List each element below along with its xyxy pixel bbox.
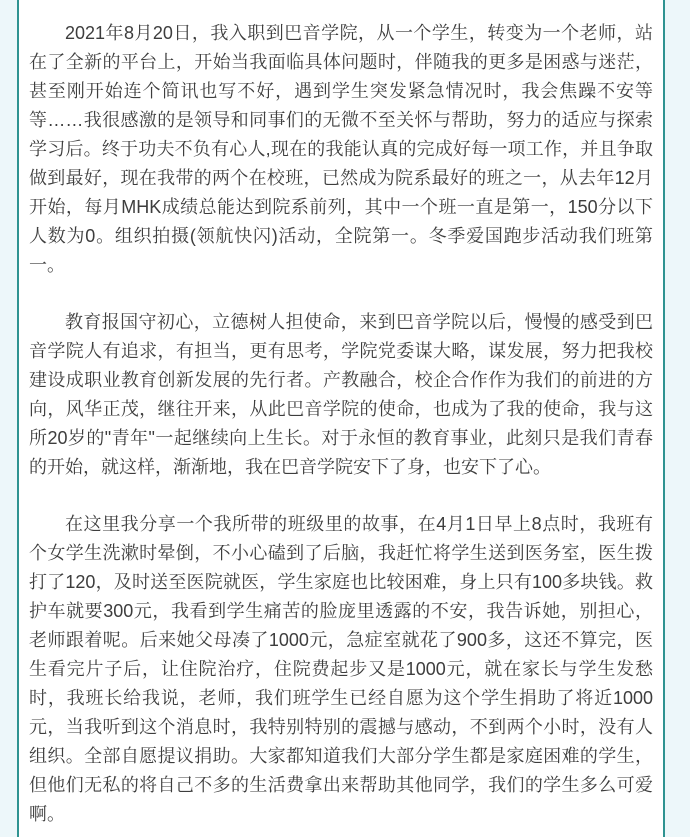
article-paragraph-1: 2021年8月20日，我入职到巴音学院，从一个学生，转变为一个老师，站在了全新的平台上，开始当我面临具体问题时，伴随我的更多是困惑与迷茫，甚至刚开始连个简讯也写不好，遇到学生突发紧急情况时，我会焦躁不安等等……我很感激的是领导和同事们的无微不至关怀与帮助，努力的适应与探索学习后。终于功夫不负有心人,现在的我能认真的完成好每一项工作，并且争取做到最好，现在我带的两个在校班，已然成为院系最好的班之一，从去年12月开始，每月MHK成绩总能达到院系前列，其中一个班一直是第一，150分以下人数为0。组织拍摄(领航快闪)活动，全院第一。冬季爱国跑步活动我们班第一。 — [29, 23, 653, 275]
article-card — [17, 0, 665, 837]
article-paragraph-3: 在这里我分享一个我所带的班级里的故事，在4月1日早上8点时，我班有个女学生洗漱时晕倒，不小心磕到了后脑，我赶忙将学生送到医务室，医生拨打了120，及时送至医院就医，学生家庭也比较困难，身上只有100多块钱。救护车就要300元，我看到学生痛苦的脸庞里透露的不安，我告诉她，别担心，老师跟着呢。后来她父母凑了1000元，急症室就花了900多，这还不算完，医生看完片子后，让住院治疗，住院费起步又是1000元，就在家长与学生发愁时，我班长给我说，老师，我们班学生已经自愿为这个学生捐助了将近1000元，当我听到这个消息时，我特别特别的震撼与感动，不到两个小时，没有人组织。全部自愿提议捐助。大家都知道我们大部分学生都是家庭困难的学生，但他们无私的将自己不多的生活费拿出来帮助其他同学，我们的学生多么可爱啊。 — [29, 514, 653, 824]
article-paragraph-2: 教育报国守初心，立德树人担使命，来到巴音学院以后，慢慢的感受到巴音学院人有追求，有担当，更有思考，学院党委谋大略，谋发展，努力把我校建设成职业教育创新发展的先行者。产教融合，校企合作作为我们的前进的方向，风华正茂，继往开来，从此巴音学院的使命，也成为了我的使命，我与这所20岁的"青年"一起继续向上生长。对于永恒的教育事业，此刻只是我们青春的开始，就这样，渐渐地，我在巴音学院安下了身，也安下了心。 — [29, 312, 653, 477]
